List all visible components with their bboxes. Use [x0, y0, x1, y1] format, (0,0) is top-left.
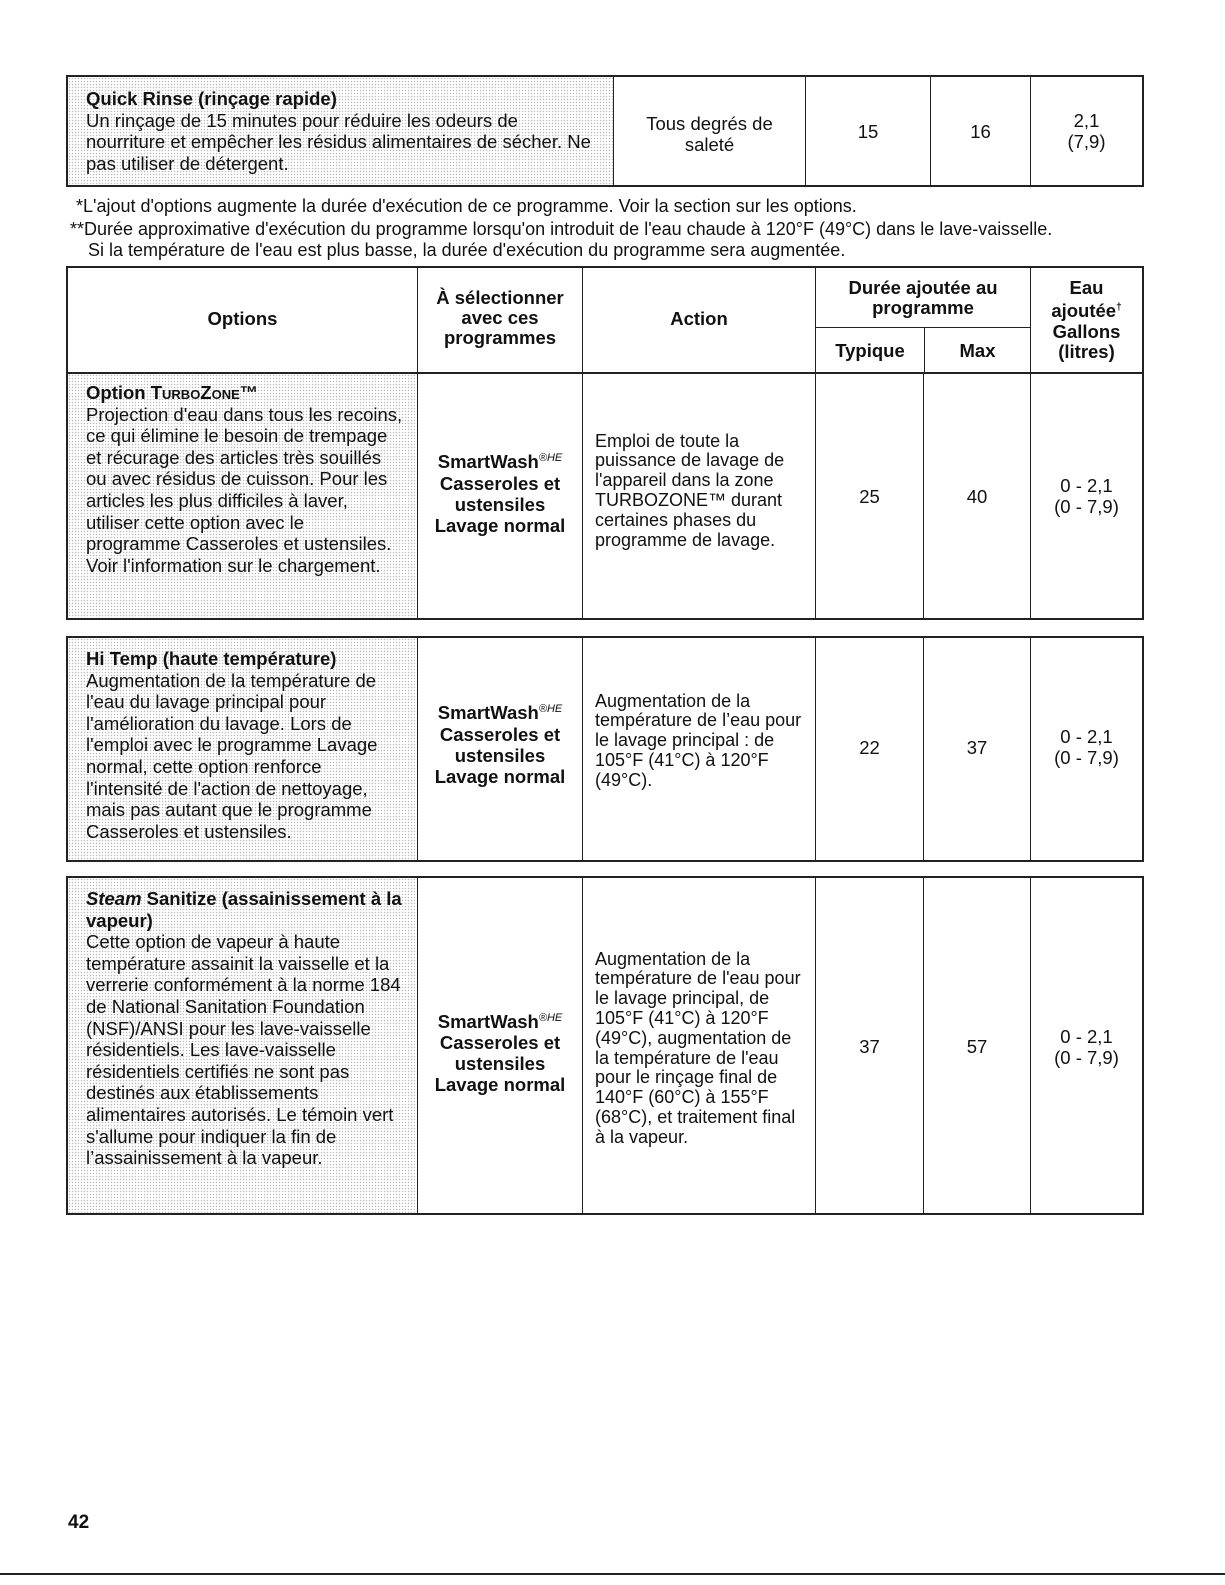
hi-temp-max: 37	[966, 736, 988, 758]
header-select-line2: avec ces	[461, 307, 539, 328]
program-smartwash: SmartWash$^{®HE}$	[437, 1011, 563, 1033]
hi-temp-water: 0 - 2,1	[1060, 726, 1113, 747]
steam-description-cell	[68, 878, 418, 1213]
header-select-line3: programmes	[443, 327, 557, 348]
steam-typical-cell	[816, 878, 924, 1213]
steam-description: Cette option de vapeur à haute température assainit la vaisselle et la verrerie conformément à la norme 184 de National Sanitation Foundation (NSF)/ANSI pour les lave-vaisselle résidentiels. Les lave-vaisselle résidentiels certifiés ne sont pas destinés aux établissements alimentaires autorisés. Le témoin vert s'allume pour indiquer la fin de l’assainissement à la vapeur.	[86, 931, 401, 1169]
footnote-temperature: Si la température de l'eau est plus basse, la durée d'exécution du programme sera augmentée.	[88, 240, 846, 260]
hi-temp-description-cell	[68, 638, 418, 860]
header-options-cell	[68, 268, 418, 372]
steam-typical: 37	[859, 1036, 880, 1057]
turbozone-description-cell	[68, 374, 418, 618]
hi-temp-water-cell	[1031, 638, 1142, 860]
steam-water-litres: (0 - 7,9)	[1054, 1046, 1119, 1068]
page-number: 42	[68, 1512, 90, 1533]
hi-temp-typical-cell	[816, 638, 924, 860]
quick-rinse-water: 2,1	[1073, 110, 1100, 131]
program-pots-line2: ustensiles	[454, 744, 546, 766]
header-max: Max	[959, 340, 996, 361]
hi-temp-description: Augmentation de la température de l'eau du lavage principal pour l'amélioration du lavage. Lors de l'emploi avec le programme Lavage normal, cette option renforce l'intensité de l'action de nettoyage, mais pas autant que le programme Casseroles et ustensiles.	[86, 669, 378, 842]
turbozone-action-cell	[583, 374, 816, 618]
turbozone-water-cell	[1031, 374, 1142, 618]
header-action-cell	[583, 268, 816, 372]
hi-temp-action: Augmentation de la température de l’eau pour le lavage principal : de 105°F (41°C) à 120°F (49°C).	[595, 690, 802, 790]
turbozone-programs-cell	[418, 374, 583, 618]
header-water-line4: (litres)	[1058, 340, 1115, 362]
footnote-options: *L'ajout d'options augmente la durée d'exécution de ce programme. Voir la section sur les options.	[76, 196, 857, 216]
header-typique: Typique	[816, 328, 925, 374]
steam-water: 0 - 2,1	[1060, 1025, 1113, 1047]
options-table	[66, 266, 1144, 1215]
steam-water-cell	[1031, 878, 1142, 1213]
turbozone-max: 40	[966, 485, 988, 507]
hi-temp-water-litres: (0 - 7,9)	[1054, 747, 1119, 768]
header-water-line3: Gallons	[1052, 320, 1121, 342]
quick-rinse-water-litres: (7,9)	[1067, 131, 1106, 152]
quick-rinse-water-cell	[1031, 77, 1142, 185]
quick-rinse-description: Un rinçage de 15 minutes pour réduire les odeurs de nourriture et empêcher les résidus alimentaires de sécher. Ne pas utiliser de détergent.	[86, 109, 591, 174]
steam-title: Steam Sanitize (assainissement à la vapeur)	[86, 888, 402, 931]
steam-action-cell	[583, 878, 816, 1213]
header-water-cell	[1031, 268, 1142, 372]
program-pots-line1: Casseroles et	[439, 723, 561, 745]
hi-temp-programs-cell	[418, 638, 583, 860]
header-options: Options	[207, 308, 278, 329]
quick-rinse-description-cell	[68, 77, 614, 185]
quick-rinse-max-cell	[931, 77, 1031, 185]
header-added-time	[816, 268, 1030, 328]
quick-rinse-typical: 15	[857, 120, 879, 142]
bottom-rule	[0, 1573, 1225, 1575]
options-header-row	[66, 266, 1144, 374]
quick-rinse-max: 16	[970, 120, 991, 142]
program-normal: Lavage normal	[434, 1074, 566, 1096]
steam-max-cell	[924, 878, 1031, 1213]
turbozone-description: Projection d'eau dans tous les recoins, ce qui élimine le besoin de trempage et récurage des articles très souillés ou avec résidus de cuisson. Pour les articles les plus difficiles à laver, utiliser cette option avec le programme Casseroles et ustensiles. Voir l'information sur le chargement.	[86, 403, 403, 576]
program-pots-line2: ustensiles	[454, 493, 546, 515]
program-normal: Lavage normal	[434, 514, 566, 536]
program-pots-line1: Casseroles et	[439, 1032, 561, 1054]
option-row-hi-temp	[66, 636, 1144, 862]
turbozone-action: Emploi de toute la puissance de lavage de l'appareil dans la zone TURBOZONE™ durant certaines phases du programme de lavage.	[595, 430, 785, 550]
header-added-line1: Durée ajoutée au	[848, 276, 998, 298]
quick-rinse-soil-cell	[614, 77, 806, 185]
steam-action: Augmentation de la température de l'eau pour le lavage principal, de 105°F (41°C) à 120°F (49°C), augmentation de la température de l'eau pour le rinçage final de 140°F (60°C) à 155°F (68°C), et traitement final à la vapeur.	[595, 948, 801, 1147]
turbozone-water-litres: (0 - 7,9)	[1054, 496, 1119, 517]
program-normal: Lavage normal	[434, 765, 566, 787]
hi-temp-max-cell	[924, 638, 1031, 860]
program-smartwash: SmartWash$^{®HE}$	[437, 451, 563, 473]
program-pots-line1: Casseroles et	[439, 472, 561, 494]
turbozone-typical-cell	[816, 374, 924, 618]
header-action: Action	[670, 308, 728, 329]
header-water-line1: Eau	[1069, 277, 1104, 299]
quick-rinse-title: Quick Rinse (rinçage rapide)	[86, 88, 337, 109]
header-water-line2: ajoutée†	[1051, 300, 1122, 322]
header-select-line1: À sélectionner	[436, 287, 564, 308]
header-time-subcols	[816, 328, 1030, 374]
quick-rinse-soil: Tous degrés de saleté	[646, 113, 773, 155]
turbozone-max-cell	[924, 374, 1031, 618]
header-select-cell	[418, 268, 583, 372]
hi-temp-typical: 22	[859, 736, 880, 758]
program-pots-line2: ustensiles	[454, 1053, 546, 1075]
program-smartwash: SmartWash$^{®HE}$	[437, 702, 563, 724]
header-added-line2: programme	[872, 296, 974, 318]
option-row-steam-sanitize	[66, 876, 1144, 1215]
hi-temp-title: Hi Temp (haute température)	[86, 648, 337, 669]
turbozone-typical: 25	[859, 485, 880, 507]
footnote-duration: **Durée approximative d'exécution du programme lorsqu'on introduit de l'eau chaude à 120°F (49°C) dans le lave-vaisselle.	[70, 219, 1053, 239]
turbozone-title: Option TurboZone™	[86, 382, 259, 403]
header-added-time-cell	[816, 268, 1031, 372]
turbozone-water: 0 - 2,1	[1060, 475, 1113, 496]
option-row-turbozone	[66, 374, 1144, 620]
hi-temp-action-cell	[583, 638, 816, 860]
steam-max: 57	[966, 1036, 988, 1057]
steam-programs-cell	[418, 878, 583, 1213]
quick-rinse-typical-cell	[806, 77, 931, 185]
quick-rinse-table	[66, 75, 1144, 187]
